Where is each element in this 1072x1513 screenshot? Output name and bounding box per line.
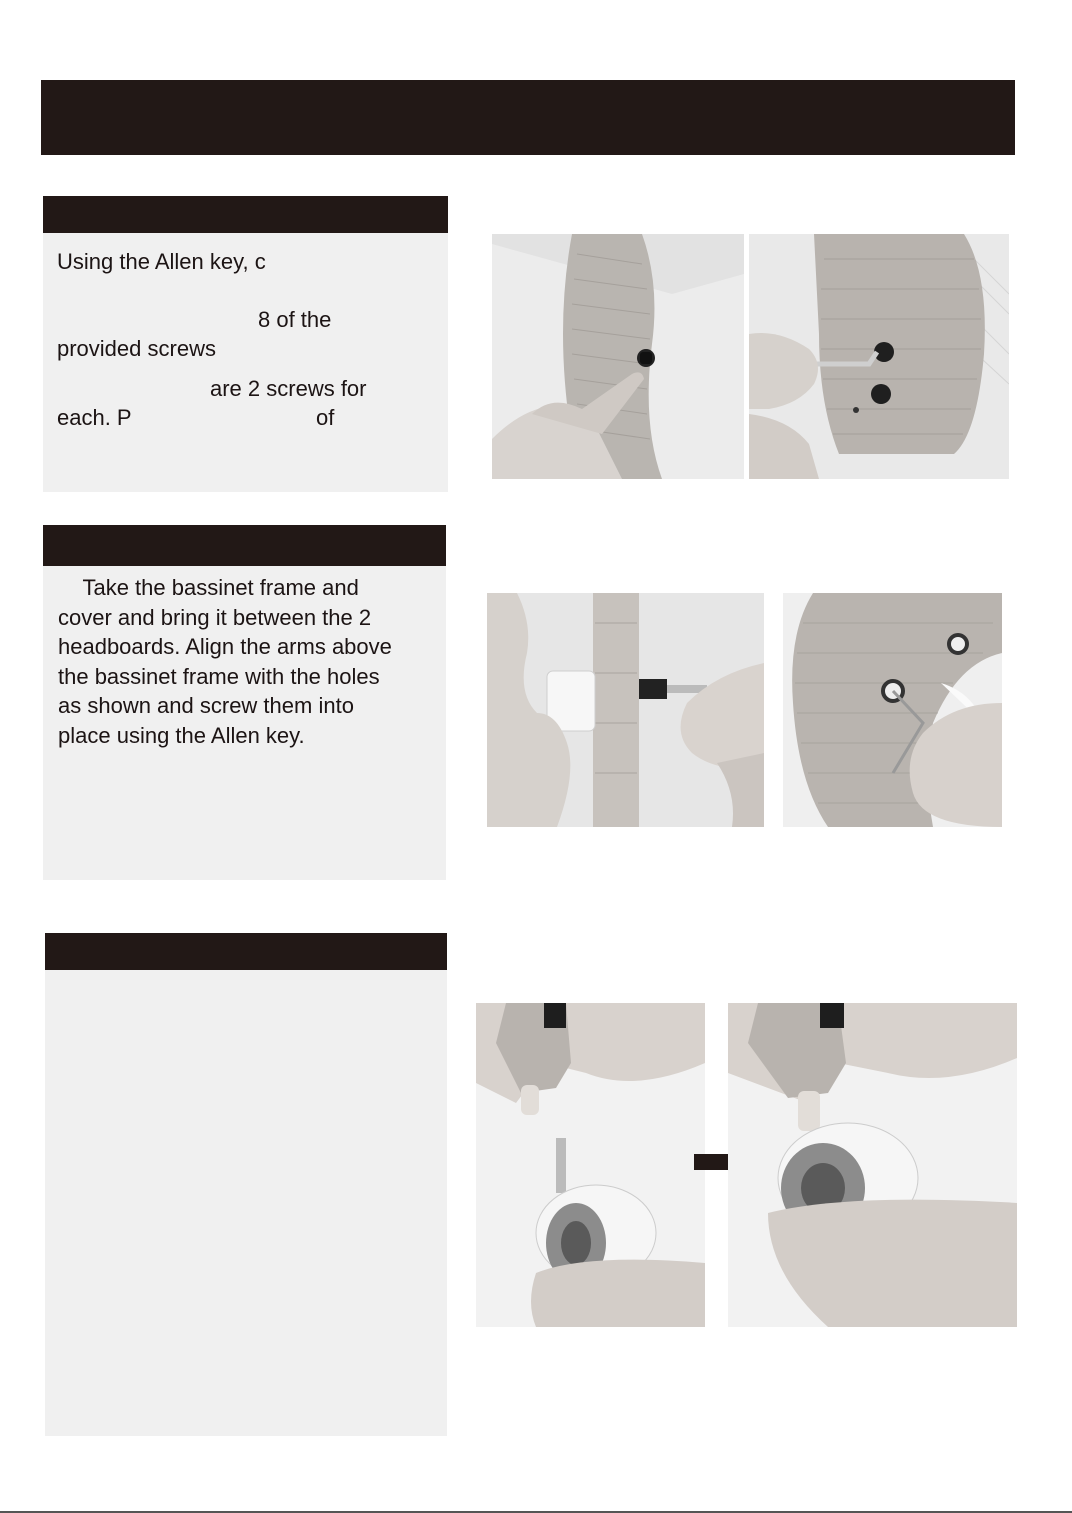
step-1-line-5: are 2 screws for	[210, 376, 367, 401]
title-banner	[41, 80, 1015, 155]
step-1-line-3: 8 of the	[258, 307, 332, 332]
step-1-line-4: provided screws	[57, 336, 216, 361]
step-1-line-1: Using the Allen key, c	[57, 249, 266, 274]
step-panel-2	[43, 525, 446, 880]
photo-caster-after-icon	[728, 1003, 1017, 1327]
photo-allen-key-icon	[749, 234, 1009, 479]
step-panel-3	[45, 933, 447, 1436]
photo-hand-screw-icon	[492, 234, 744, 479]
step-header-2	[43, 525, 446, 566]
step-header-1	[43, 196, 448, 233]
step-2-text: Take the bassinet frame and cover and bring it between the 2 headboards. Align the arms above the bassinet frame with the holes as shown and screw them into place using the Allen key.	[58, 575, 392, 748]
photo-caster-before-icon	[476, 1003, 705, 1327]
step-header-3	[45, 933, 447, 970]
step-panel-1	[43, 196, 448, 492]
photo-headboard-key-icon	[783, 593, 1002, 827]
photo-arm-screw-icon	[487, 593, 764, 827]
step-1-line-7: of	[316, 405, 335, 430]
step-1-line-6: each. P	[57, 405, 132, 430]
